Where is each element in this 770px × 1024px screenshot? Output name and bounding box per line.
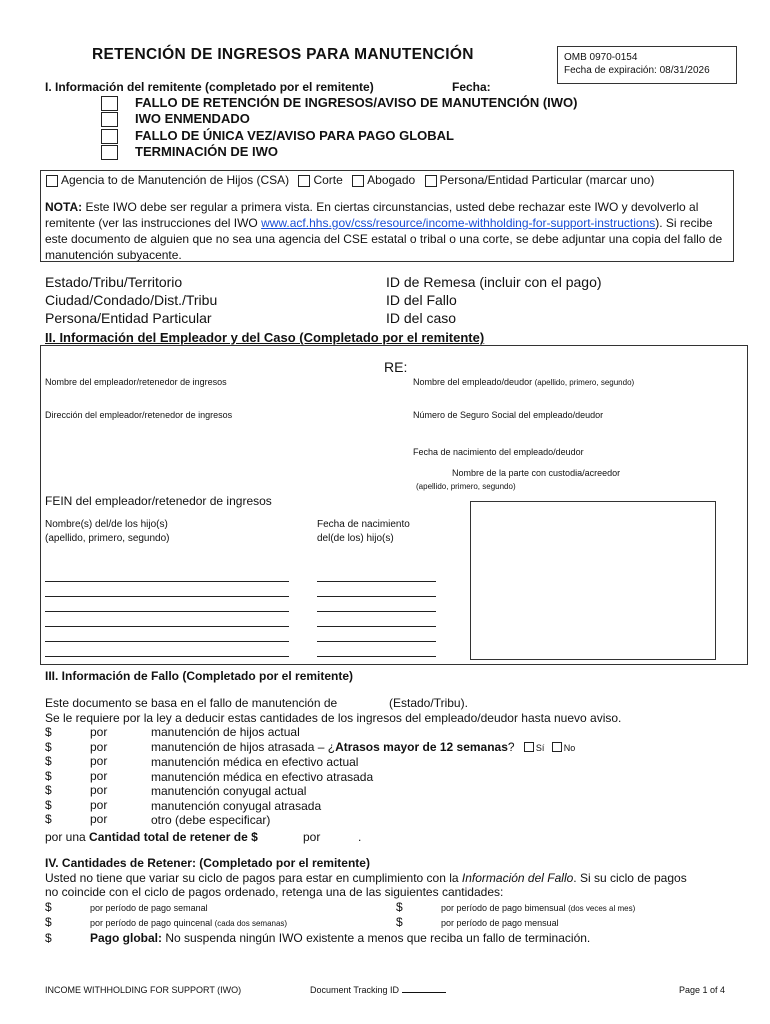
city-field: Ciudad/Condado/Dist./Tribu: [45, 292, 218, 308]
fein-label: FEIN del empleador/retenedor de ingresos: [45, 494, 272, 508]
child-dob-line[interactable]: [317, 611, 436, 612]
section1-heading: I. Información del remitente (completado por el remitente): [45, 80, 374, 94]
biweekly-label: por período de pago quincenal (cada dos semanas): [90, 918, 288, 928]
total-line: por una Cantidad total de retener de $: [45, 830, 258, 844]
child-dob-line[interactable]: [317, 641, 436, 642]
child-dob-line[interactable]: [317, 581, 436, 582]
child-dob-line[interactable]: [317, 626, 436, 627]
children-names-label: Nombre(s) del/de los hijo(s) (apellido, primero, segundo): [45, 519, 170, 544]
per-column: por por por por por por por: [90, 725, 108, 826]
children-box: [470, 501, 716, 660]
custodial-party-label: Nombre de la parte con custodia/acreedor: [452, 468, 621, 478]
date-label: Fecha:: [452, 80, 491, 94]
section4-intro-2: no coincide con el ciclo de pagos ordenado, retenga una de las siguientes cantidades:: [45, 885, 504, 899]
lump-sum-checkbox-row[interactable]: FALLO DE ÚNICA VEZ/AVISO PARA PAGO GLOBAL: [101, 128, 454, 144]
termination-checkbox-row[interactable]: TERMINACIÓN DE IWO: [101, 144, 278, 160]
order-id-field: ID del Fallo: [386, 292, 457, 308]
section3-heading: III. Información de Fallo (Completado por el remitente): [45, 669, 354, 683]
amended-checkbox-row[interactable]: IWO ENMENDADO: [101, 111, 250, 127]
dollar-column: $ $ $ $ $ $ $: [45, 725, 52, 826]
employer-name-label: Nombre del empleador/retenedor de ingresos: [45, 377, 227, 387]
monthly-label: por período de pago mensual: [441, 918, 559, 928]
tracking-id-field[interactable]: [402, 992, 446, 993]
child-name-line[interactable]: [45, 656, 289, 657]
child-name-line[interactable]: [45, 596, 289, 597]
child-name-line[interactable]: [45, 581, 289, 582]
semimonthly-label: por período de pago bimensual (dos veces al mes): [441, 903, 636, 913]
dollar-monthly: $: [396, 915, 403, 929]
child-dob-line[interactable]: [317, 656, 436, 657]
dollar-weekly: $: [45, 900, 52, 914]
state-tribe-text: (Estado/Tribu).: [389, 696, 468, 710]
expiration-date: Fecha de expiración: 08/31/2026: [564, 65, 710, 76]
iwo-checkbox-row[interactable]: FALLO DE RETENCIÓN DE INGRESOS/AVISO DE MANUTENCIÓN (IWO): [101, 95, 578, 111]
child-name-line[interactable]: [45, 626, 289, 627]
employer-address-label: Dirección del empleador/retenedor de ingresos: [45, 410, 233, 420]
total-end: .: [358, 830, 362, 844]
custodial-party-hint: (apellido, primero, segundo): [416, 482, 516, 491]
required-text: Se le requiere por la ley a deducir estas cantidades de los ingresos del empleado/deudor hasta nuevo aviso.: [45, 711, 622, 725]
dollar-biweekly: $: [45, 915, 52, 929]
instructions-link[interactable]: www.acf.hhs.gov/css/resource/income-withholding-for-support-instructions: [261, 216, 656, 230]
ssn-label: Número de Seguro Social del empleado/deudor: [413, 410, 604, 420]
tracking-id-label: Document Tracking ID: [310, 985, 446, 995]
page-number: Page 1 of 4: [679, 985, 726, 995]
lump-sum-text: Pago global: No suspenda ningún IWO existente a menos que reciba un fallo de terminación.: [90, 931, 591, 945]
csa-checkbox[interactable]: [46, 175, 58, 187]
section2-heading: II. Información del Empleador y del Caso (Completado por el remitente): [45, 330, 485, 345]
yes-checkbox[interactable]: [524, 742, 534, 752]
child-name-line[interactable]: [45, 641, 289, 642]
attorney-checkbox[interactable]: [352, 175, 364, 187]
court-checkbox[interactable]: [298, 175, 310, 187]
state-field: Estado/Tribu/Territorio: [45, 274, 183, 290]
omb-number: OMB 0970-0154: [564, 52, 638, 63]
children-dob-label: Fecha de nacimiento del(de los) hijo(s): [317, 519, 410, 544]
checkbox[interactable]: [101, 112, 118, 127]
case-id-field: ID del caso: [386, 310, 457, 326]
checkbox[interactable]: [101, 96, 118, 111]
child-name-line[interactable]: [45, 611, 289, 612]
child-dob-line[interactable]: [317, 596, 436, 597]
footer-form-name: INCOME WITHHOLDING FOR SUPPORT (IWO): [45, 985, 242, 995]
support-type-column: manutención de hijos actual manutención de hijos atrasada – ¿Atrasos mayor de 12 semanas? Sí No manutención médica en efectivo actual manutención médica en efectivo atrasada manutención conyugal actual manutención conyugal atrasada otro (debe especificar): [151, 725, 576, 827]
checkbox[interactable]: [101, 145, 118, 160]
based-on-text: Este documento se basa en el fallo de manutención de: [45, 696, 338, 710]
remittance-id-field: ID de Remesa (incluir con el pago): [386, 274, 602, 290]
total-per: por: [303, 830, 321, 844]
re-label: RE:: [384, 359, 408, 375]
private-checkbox[interactable]: [425, 175, 437, 187]
form-title: RETENCIÓN DE INGRESOS PARA MANUTENCIÓN: [92, 46, 474, 63]
employee-dob-label: Fecha de nacimiento del empleado/deudor: [413, 447, 584, 457]
omb-box: [557, 46, 737, 84]
dollar-lump: $: [45, 931, 52, 945]
sender-type-row: Agencia to de Manutención de Hijos (CSA) Corte Abogado Persona/Entidad Particular (marcar uno): [46, 173, 654, 187]
dollar-semimonthly: $: [396, 900, 403, 914]
section4-intro: Usted no tiene que variar su ciclo de pagos para estar en cumplimiento con la Información del Fallo. Si su ciclo de pagos: [45, 871, 687, 885]
private-entity-field: Persona/Entidad Particular: [45, 310, 212, 326]
weekly-label: por período de pago semanal: [90, 903, 208, 913]
checkbox[interactable]: [101, 129, 118, 144]
employee-name-label: Nombre del empleado/deudor (apellido, primero, segundo): [413, 377, 635, 387]
note-paragraph: NOTA: Este IWO debe ser regular a primera vista. En ciertas circunstancias, usted debe rechazar este IWO y devolverlo al remitente (ver las instrucciones del IWO www.acf.hhs.gov/css/resource/income-withholding-for-support-instructions). Si recibe este documento de alguien que no sea una agencia del CSE estatal o tribal o una corte, se debe adjuntar una copia del fallo de manutención subyacente.: [45, 200, 723, 262]
no-checkbox[interactable]: [552, 742, 562, 752]
section4-heading: IV. Cantidades de Retener: (Completado por el remitente): [45, 856, 370, 870]
